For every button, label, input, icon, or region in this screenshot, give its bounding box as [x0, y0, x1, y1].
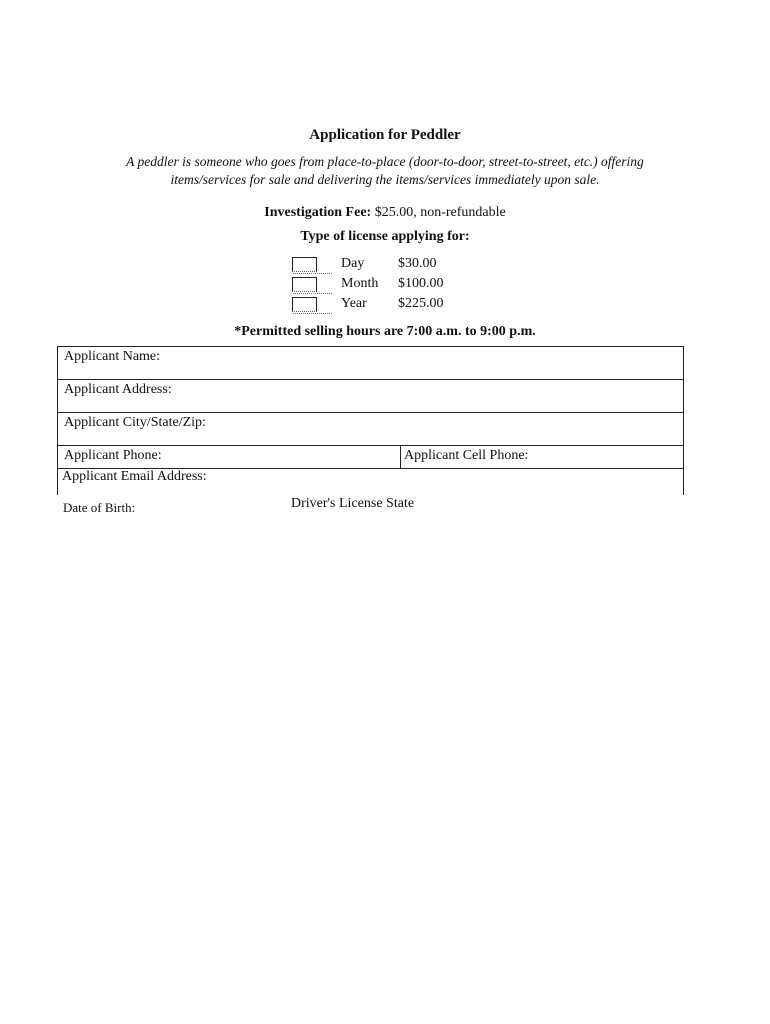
applicant-email-field[interactable]	[57, 468, 684, 495]
day-price: $30.00	[398, 256, 437, 271]
description-line-1: A peddler is someone who goes from place-to-place (door-to-door, street-to-street, etc.) offering	[126, 154, 644, 169]
investigation-fee	[0, 205, 770, 221]
applicant-city-state-zip-label: Applicant City/State/Zip:	[64, 415, 206, 430]
applicant-city-state-zip-field[interactable]	[57, 412, 684, 446]
applicant-email-label: Applicant Email Address:	[62, 469, 207, 484]
fee-value: $25.00, non-refundable	[374, 205, 506, 220]
applicant-phone-label[interactable]: Applicant Phone:	[64, 448, 162, 463]
phone-cell-divider	[400, 446, 401, 468]
day-label: Day	[341, 256, 365, 271]
month-label: Month	[341, 276, 379, 291]
form-title: Application for Peddler	[309, 127, 461, 143]
applicant-name-label: Applicant Name:	[64, 349, 161, 364]
applicant-phone-row	[57, 445, 684, 469]
applicant-name-field[interactable]	[57, 346, 684, 380]
applicant-address-label: Applicant Address:	[64, 382, 172, 397]
year-label: Year	[341, 296, 367, 311]
drivers-license-state-label: Driver's License State	[291, 496, 415, 511]
form-description	[95, 153, 675, 189]
fee-label: Investigation Fee:	[264, 205, 372, 220]
year-price: $225.00	[398, 296, 444, 311]
month-price: $100.00	[398, 276, 444, 291]
year-checkbox[interactable]	[292, 297, 317, 312]
day-checkbox[interactable]	[292, 257, 317, 272]
month-checkbox[interactable]	[292, 277, 317, 292]
license-type-label: Type of license applying for:	[300, 229, 470, 244]
applicant-cell-phone-label[interactable]: Applicant Cell Phone:	[404, 448, 529, 463]
applicant-address-field[interactable]	[57, 379, 684, 413]
date-of-birth-label: Date of Birth:	[63, 500, 136, 515]
selling-hours-note: *Permitted selling hours are 7:00 a.m. to 9:00 p.m.	[234, 324, 536, 339]
description-line-2: items/services for sale and delivering the items/services immediately upon sale.	[170, 172, 600, 187]
